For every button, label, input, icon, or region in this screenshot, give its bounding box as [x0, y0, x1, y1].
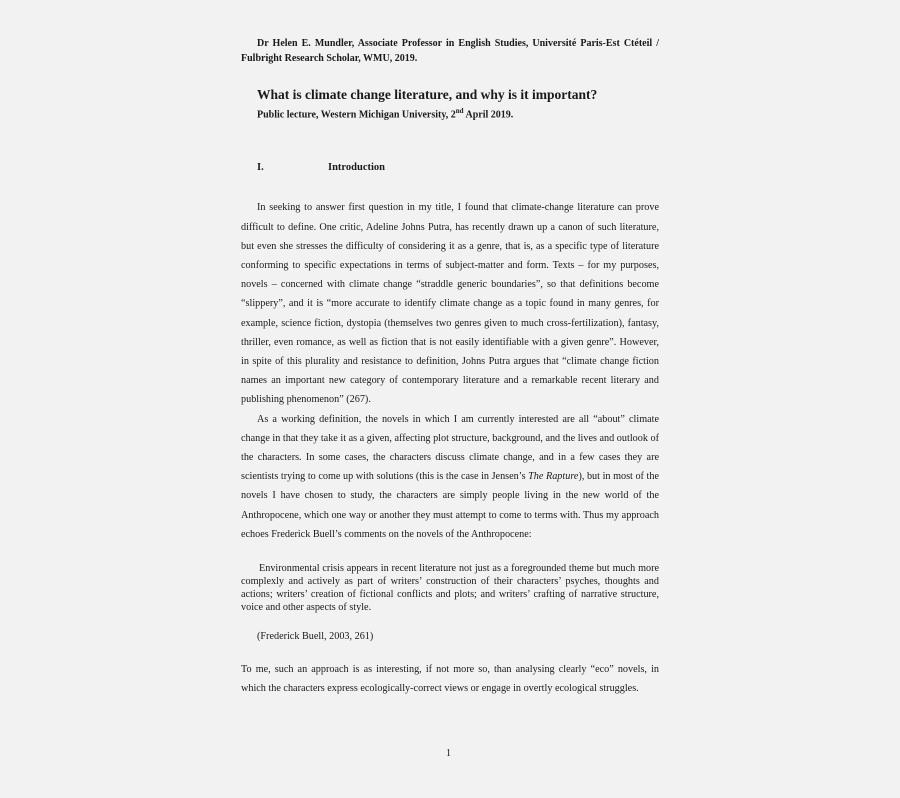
section-title: Introduction [328, 162, 385, 174]
section-number: I. [257, 162, 264, 174]
quote-citation: (Frederick Buell, 2003, 261) [257, 630, 374, 642]
book-title-the-rapture: The Rapture [528, 471, 579, 483]
paragraph-2-part-a: As a working definition, the novels in which I am currently interested are all “about” climate change in that they take it as a given, affecting plot structure, background, and the lives and outlook of the characters. In some cases, the characters discuss climate change, and in a few cases they are scientists trying to come up with solutions (this is the case in Jensen’s [241, 413, 659, 483]
lecture-subtitle: Public lecture, Western Michigan University, 2nd April 2019. [257, 107, 514, 121]
lecture-title: What is climate change literature, and why is it important? [257, 87, 598, 102]
document-body [241, 36, 659, 709]
paragraph-1: In seeking to answer first question in my title, I found that climate-change literature can prove difficult to define. One critic, Adeline Johns Putra, has recently drawn up a canon of such literature, but even she stresses the difficulty of considering it as a genre, that is, as a specific type of literature conforming to specific expectations in terms of subject-matter and form. Texts – for my purposes, novels – concerned with climate change “straddle generic boundaries”, so that definitions become “slippery”, and it is “more accurate to identify climate change as a topic found in many genres, for example, science fiction, dystopia (themselves two genres given to much cross-fertilization), fantasy, thriller, even romance, as well as fiction that is not easily identifiable with a given genre”. However, in spite of this plurality and resistance to definition, Johns Putra argues that “climate change fiction names an important new category of contemporary literature and a remarkable recent literary and publishing phenomenon” (267). [241, 202, 659, 406]
section-heading [241, 162, 659, 173]
closing-paragraph: To me, such an approach is as interesting, if not more so, than analysing clearly “eco” novels, in which the characters express ecologically-correct views or engage in overtly ecological struggles. [241, 663, 659, 695]
author-affiliation: Dr Helen E. Mundler, Associate Professor in English Studies, Université Paris-Est Ctéteil / Fulbright Research Scholar, WMU, 2019. [241, 38, 659, 64]
paragraph-2 [241, 410, 659, 544]
page-number: 1 [446, 748, 451, 759]
paragraph-2-part-b: ), but in most of the novels I have chosen to study, the characters are simply people living in the new world of the Anthropocene, which one way or another they must attempt to come to terms with. Thus my approach echoes Frederick Buell’s comments on the novels of the Anthropocene: [241, 471, 659, 540]
block-quote: Environmental crisis appears in recent literature not just as a foregrounded theme but much more complexly and actively as part of writers’ construction of their characters’ psyches, thoughts and actions; writers’ creation of fictional conflicts and plots; and writers’ crafting of narrative structure, voice and other aspects of style. [241, 562, 659, 613]
